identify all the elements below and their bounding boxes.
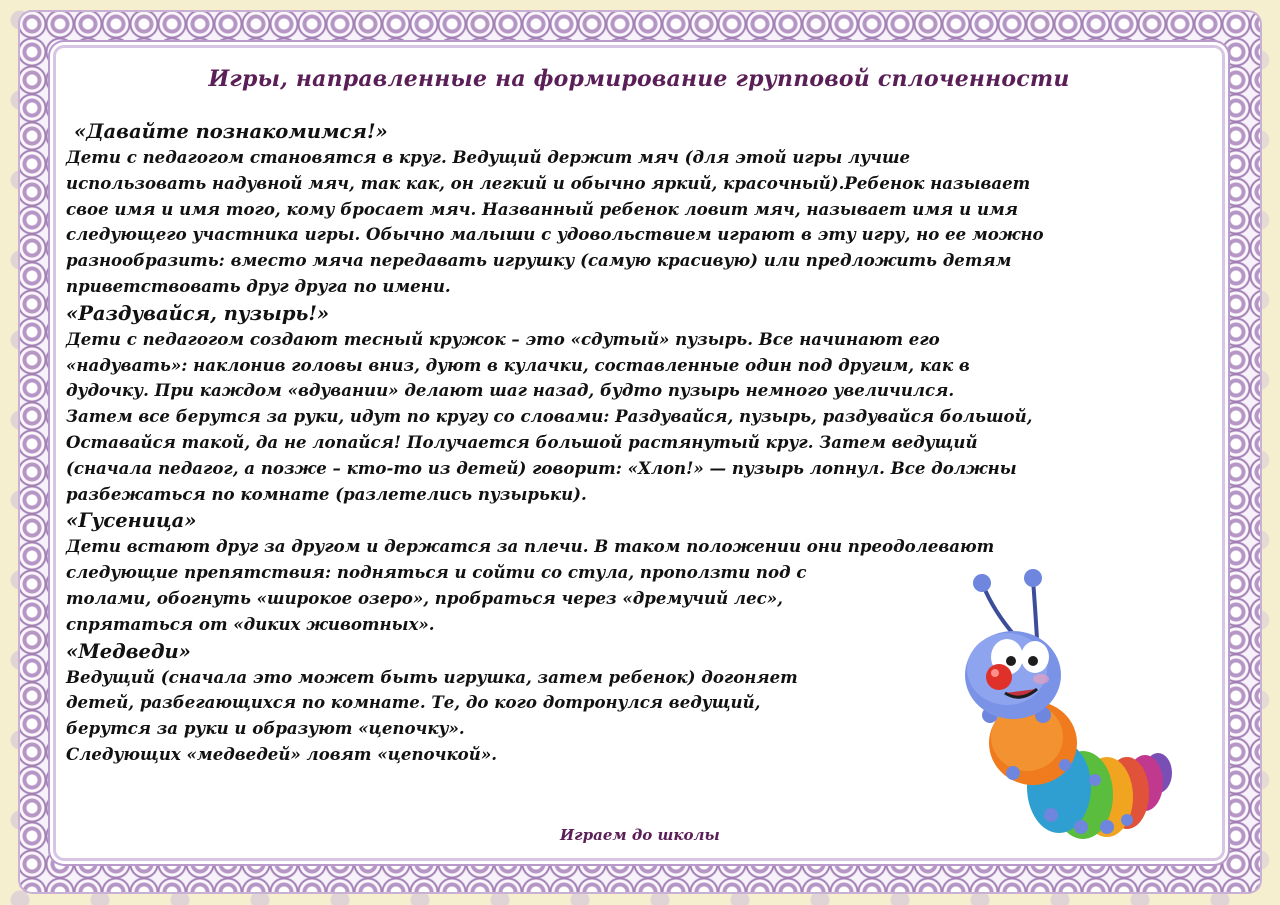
text-line: Следующих «медведей» ловят «цепочкой». (66, 743, 497, 764)
footer-text: Играем до школы (560, 826, 720, 844)
text-line: разнообразить: вместо мяча передавать игрушку (самую красивую) или предложить детям (66, 250, 1012, 271)
text-line: приветствовать друг друга по имени. (66, 275, 451, 296)
text-line: разбежаться по комнате (разлетелись пузырьки). (66, 483, 587, 504)
game-section-1 (66, 118, 1226, 300)
text-line: дудочку. При каждом «вдувании» делают шаг назад, будто пузырь немного увеличился. (66, 380, 955, 401)
text-line: Оставайся такой, да не лопайся! Получается большой растянутый круг. Затем ведущий (66, 431, 978, 452)
text-line: Дети встают друг за другом и держатся за плечи. В таком положении они преодолевают (66, 536, 995, 557)
game-heading: «Давайте познакомимся!» (74, 120, 388, 143)
game-section-2 (66, 300, 1226, 508)
text-line: использовать надувной мяч, так как, он легкий и обычно яркий, красочный).Ребенок называет (66, 172, 1031, 193)
text-line: толами, обогнуть «широкое озеро», пробраться через «дремучий лес», (66, 587, 783, 608)
text-line: (сначала педагог, а позже – кто-то из детей) говорит: «Хлоп!» — пузырь лопнул. Все должны (66, 457, 1017, 478)
text-line: берутся за руки и образуют «цепочку». (66, 718, 465, 739)
text-line: «надувать»: наклонив головы вниз, дуют в кулачки, составленные один под другим, как в (66, 354, 970, 375)
game-heading: «Гусеница» (66, 509, 197, 533)
game-heading: «Раздувайся, пузырь!» (66, 301, 330, 325)
text-line: спрятаться от «диких животных». (66, 613, 435, 634)
text-line: Дети с педагогом становятся в круг. Ведущий держит мяч (для этой игры лучше (66, 147, 911, 167)
text-line: свое имя и имя того, кому бросает мяч. Названный ребенок ловит мяч, называет имя и имя (66, 198, 1019, 219)
caterpillar-head (965, 631, 1061, 719)
game-description (66, 145, 1226, 300)
text-line: следующие препятствия: подняться и сойти со стула, проползти под с (66, 562, 807, 583)
text-line: Ведущий (сначала это может быть игрушка, затем ребенок) догоняет (66, 666, 798, 687)
text-line: детей, разбегающихся по комнате. Те, до кого дотронулся ведущий, (66, 692, 761, 713)
caterpillar-body (982, 701, 1172, 839)
caterpillar-icon (955, 565, 1185, 845)
game-description (66, 327, 1226, 508)
page-title: Игры, направленные на формирование групповой сплоченности (208, 66, 1070, 92)
game-heading: «Медведи» (66, 639, 191, 663)
text-line: Затем все берутся за руки, идут по кругу со словами: Раздувайся, пузырь, раздувайся большой, (66, 406, 1033, 427)
text-line: Дети с педагогом создают тесный кружок – это «сдутый» пузырь. Все начинают его (66, 328, 940, 349)
text-line: следующего участника игры. Обычно малыши с удовольствием играют в эту игру, но ее можно (66, 224, 1044, 245)
